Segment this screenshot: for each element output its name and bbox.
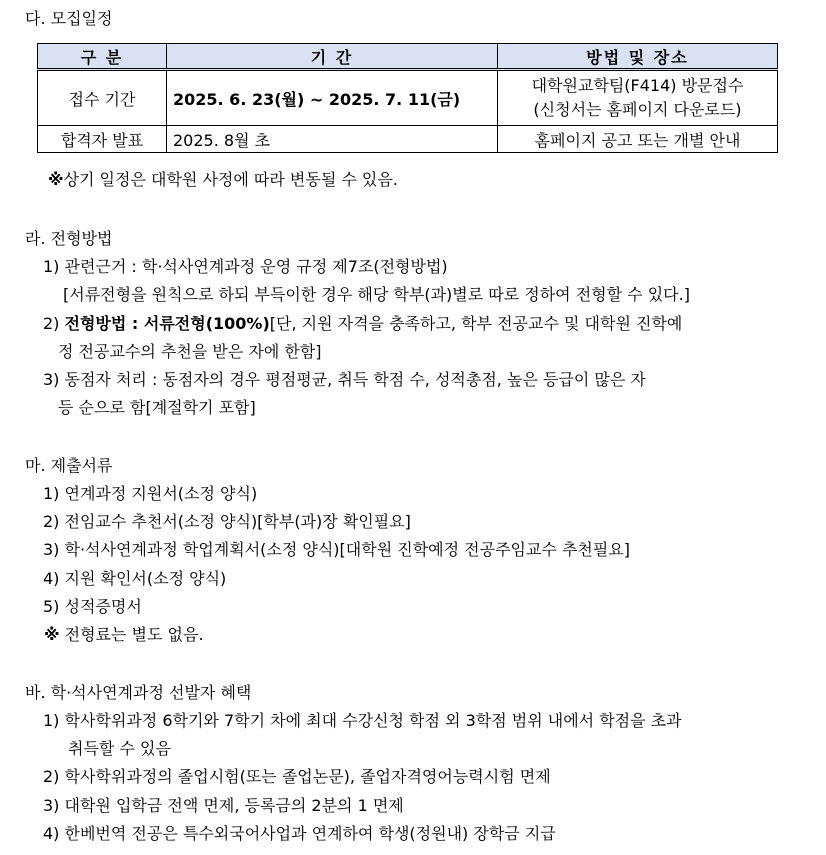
- list-item: 5) 성적증명서: [43, 597, 142, 616]
- method-line: (신청서는 홈페이지 다운로드): [533, 100, 742, 119]
- table-header-row: [38, 44, 778, 70]
- list-item-continuation: 정 전공교수의 추천을 받은 자에 한함]: [58, 342, 322, 361]
- schedule-note: [48, 168, 398, 192]
- list-item-continuation: 취득할 수 있음: [68, 739, 171, 758]
- reference-mark-icon: ※: [48, 170, 64, 189]
- list-item: 1) 관련근거 : 학·석사연계과정 운영 규정 제7조(전형방법): [43, 257, 448, 276]
- cell-label: 접수 기간: [38, 70, 167, 126]
- table-row: [38, 70, 778, 126]
- documents-note: [44, 623, 204, 647]
- note-text: 전형료는 별도 없음.: [59, 625, 204, 644]
- reference-mark-icon: ※: [44, 625, 60, 644]
- section-heading-schedule: 다. 모집일정: [25, 9, 113, 28]
- header-method: 방법 및 장소: [498, 44, 778, 70]
- list-item: 2) 전임교수 추천서(소정 양식)[학부(과)장 확인필요]: [43, 512, 411, 531]
- table-row: [38, 126, 778, 153]
- header-period: 기 간: [167, 44, 498, 70]
- item-text: [단, 지원 자격을 충족하고, 학부 전공교수 및 대학원 진학예: [269, 314, 683, 333]
- item-number: 2): [43, 314, 65, 333]
- cell-label: 합격자 발표: [38, 126, 167, 153]
- section-heading-benefits: 바. 학·석사연계과정 선발자 혜택: [25, 683, 252, 702]
- list-item: 1) 학사학위과정 6학기와 7학기 차에 최대 수강신청 학점 외 3학점 범위 내에서 학점을 초과: [43, 711, 682, 730]
- schedule-table: [37, 43, 778, 153]
- header-category: 구 분: [38, 44, 167, 70]
- list-item: 4) 지원 확인서(소정 양식): [43, 569, 227, 588]
- list-item: 3) 학·석사연계과정 학업계획서(소정 양식)[대학원 진학예정 전공주임교수 추천필요]: [43, 540, 631, 559]
- cell-method: 홈페이지 공고 또는 개별 안내: [498, 126, 778, 153]
- list-item: 1) 연계과정 지원서(소정 양식): [43, 484, 258, 503]
- list-item: 3) 동점자 처리 : 동점자의 경우 평점평균, 취득 학점 수, 성적총점, 높은 등급이 많은 자: [43, 370, 646, 389]
- item-bold-text: 전형방법 : 서류전형(100%): [64, 314, 270, 333]
- note-text: 상기 일정은 대학원 사정에 따라 변동될 수 있음.: [63, 170, 398, 189]
- list-item: [43, 312, 682, 336]
- cell-period: 2025. 6. 23(월) ~ 2025. 7. 11(금): [167, 70, 498, 126]
- section-heading-documents: 마. 제출서류: [25, 456, 113, 475]
- list-item: 3) 대학원 입학금 전액 면제, 등록금의 2분의 1 면제: [43, 796, 404, 815]
- cell-method: [498, 70, 778, 126]
- list-item: 2) 학사학위과정의 졸업시험(또는 졸업논문), 졸업자격영어능력시험 면제: [43, 767, 551, 786]
- method-line: 대학원교학팀(F414) 방문접수: [531, 76, 744, 95]
- section-heading-method: 라. 전형방법: [25, 229, 113, 248]
- list-item-continuation: 등 순으로 함[계절학기 포함]: [58, 398, 256, 417]
- list-item: 4) 한베번역 전공은 특수외국어사업과 연계하여 학생(정원내) 장학금 지급: [43, 824, 556, 843]
- cell-period: 2025. 8월 초: [167, 126, 498, 153]
- list-item-continuation: [서류전형을 원칙으로 하되 부득이한 경우 해당 학부(과)별로 따로 정하여 전형할 수 있다.]: [63, 285, 690, 304]
